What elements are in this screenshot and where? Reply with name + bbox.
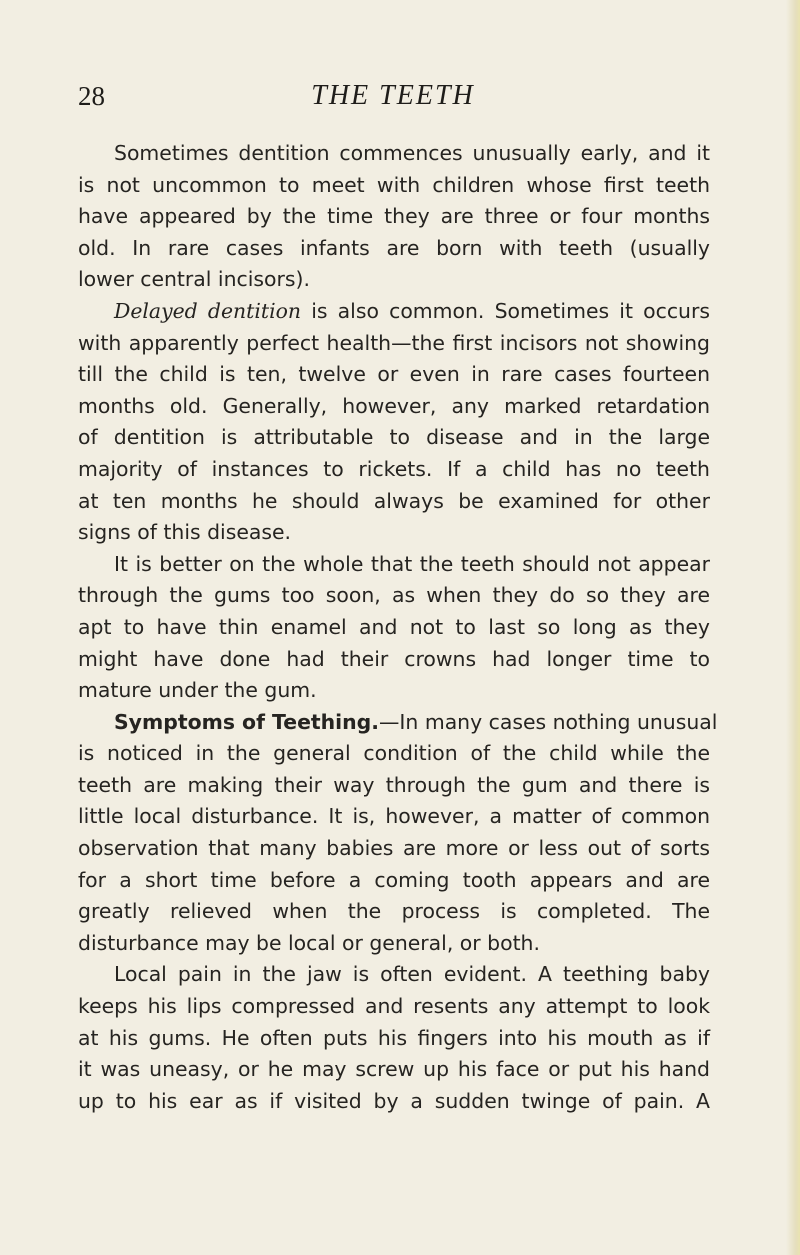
paragraph [78, 138, 710, 296]
text-line: little local disturbance. It is, however, a matter of common [78, 804, 710, 829]
text-line: till the child is ten, twelve or even in rare cases fourteen [78, 362, 710, 387]
text-line: majority of instances to rickets. If a child has no teeth [78, 456, 710, 481]
text-line: lower central incisors). [78, 267, 310, 292]
paragraph [78, 549, 710, 707]
text-line: at his gums. He often puts his fingers into his mouth as if [78, 1025, 710, 1050]
text-line: signs of this disease. [78, 520, 292, 545]
section-heading: Symptoms of Teething. [114, 709, 380, 734]
text-line [78, 707, 718, 739]
text-line: teeth are making their way through the gum and there is [78, 772, 710, 797]
page-number: 28 [78, 81, 105, 111]
text-line: greatly relieved when the process is completed. The [78, 899, 710, 924]
text-line: It is better on the whole that the teeth should not appear [114, 551, 710, 576]
text-line: keeps his lips compressed and resents any attempt to look [78, 994, 710, 1019]
text-line: up to his ear as if visited by a sudden twinge of pain. A [78, 1088, 710, 1113]
page-header [78, 80, 708, 120]
text-line: Local pain in the jaw is often evident. A teething baby [114, 962, 710, 987]
text-line: Sometimes dentition commences unusually early, and it [114, 141, 710, 165]
text-line: might have done had their crowns had longer time to [78, 646, 710, 671]
text-run: is also common. Sometimes it occurs [301, 298, 710, 323]
paragraph [78, 707, 718, 960]
text-line [78, 296, 710, 328]
text-line: is not uncommon to meet with children whose first teeth [78, 172, 710, 197]
text-line: of dentition is attributable to disease and in the large [78, 425, 710, 450]
text-line: is noticed in the general condition of the child while the [78, 741, 710, 766]
text-run: —In many cases nothing unusual [379, 709, 718, 734]
text-line: through the gums too soon, as when they do so they are [78, 583, 710, 608]
paragraph [78, 959, 710, 1117]
text-line: disturbance may be local or general, or both. [78, 930, 540, 955]
paragraph [78, 296, 710, 549]
page-edge [786, 0, 800, 1255]
text-line: old. In rare cases infants are born with teeth (usually [78, 235, 710, 260]
text-line: months old. Generally, however, any marked retardation [78, 393, 710, 418]
body-text [78, 138, 718, 1117]
text-line: for a short time before a coming tooth appears and are [78, 867, 710, 892]
running-head: THE TEETH [311, 80, 475, 111]
text-line: it was uneasy, or he may screw up his face or put his hand [78, 1057, 710, 1082]
text-line: apt to have thin enamel and not to last so long as they [78, 614, 710, 639]
text-line: with apparently perfect health—the first incisors not showing [78, 330, 710, 355]
italic-term: Delayed dentition [114, 298, 302, 323]
text-line: have appeared by the time they are three or four months [78, 204, 710, 229]
text-line: observation that many babies are more or less out of sorts [78, 836, 710, 861]
text-line: at ten months he should always be examined for other [78, 488, 710, 513]
text-line: mature under the gum. [78, 678, 317, 703]
